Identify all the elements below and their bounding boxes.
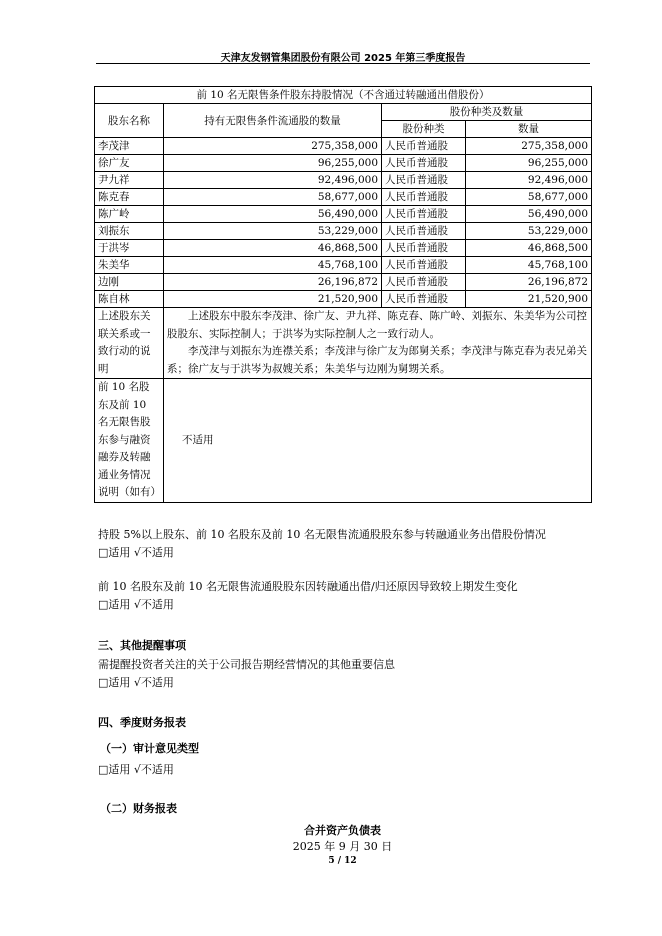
page-number: 5 / 12 — [328, 856, 357, 866]
lending-options: □适用 √不适用 — [98, 546, 174, 559]
other-heading: 三、其他提醒事项 — [98, 639, 186, 652]
balance-sheet-date: 2025 年 9 月 30 日 — [292, 840, 393, 853]
table-row — [95, 240, 592, 257]
holder-name: 陈自林 — [95, 291, 164, 308]
holder-qty: 26,196,872 — [164, 274, 382, 291]
share-amount: 56,490,000 — [466, 206, 592, 223]
share-type: 人民币普通股 — [382, 189, 466, 206]
holder-name: 边刚 — [95, 274, 164, 291]
share-type: 人民币普通股 — [382, 138, 466, 155]
holder-name: 徐广友 — [95, 155, 164, 172]
share-type: 人民币普通股 — [382, 206, 466, 223]
share-type: 人民币普通股 — [382, 155, 466, 172]
other-text: 需提醒投资者关注的关于公司报告期经营情况的其他重要信息 — [98, 658, 395, 671]
share-type: 人民币普通股 — [382, 291, 466, 308]
share-amount: 58,677,000 — [466, 189, 592, 206]
table-row — [95, 138, 592, 155]
holder-qty: 275,358,000 — [164, 138, 382, 155]
share-amount: 96,255,000 — [466, 155, 592, 172]
share-amount: 26,196,872 — [466, 274, 592, 291]
holder-name: 陈广岭 — [95, 206, 164, 223]
holder-name: 刘振东 — [95, 223, 164, 240]
holder-name: 于洪岑 — [95, 240, 164, 257]
holder-qty: 58,677,000 — [164, 189, 382, 206]
change-options: □适用 √不适用 — [98, 598, 174, 611]
table-row — [95, 223, 592, 240]
share-amount: 21,520,900 — [466, 291, 592, 308]
statements-heading: （二）财务报表 — [100, 802, 177, 815]
share-type: 人民币普通股 — [382, 172, 466, 189]
holder-name: 李茂津 — [95, 138, 164, 155]
table-row — [95, 274, 592, 291]
share-type: 人民币普通股 — [382, 240, 466, 257]
share-amount: 45,768,100 — [466, 257, 592, 274]
col-header-name: 股东名称 — [95, 104, 164, 138]
balance-sheet-title: 合并资产负债表 — [304, 824, 381, 837]
page-header: 天津友发钢管集团股份有限公司 2025 年第三季度报告 — [220, 53, 466, 64]
holder-qty: 92,496,000 — [164, 172, 382, 189]
financial-heading: 四、季度财务报表 — [98, 716, 186, 729]
table-row — [95, 155, 592, 172]
share-amount: 53,229,000 — [466, 223, 592, 240]
table-row — [95, 189, 592, 206]
relation-paragraph-1: 上述股东中股东李茂津、徐广友、尹九祥、陈克春、陈广岭、刘振东、朱美华为公司控股股东、实际控制人；于洪岑为实际控制人之一致行动人。 — [167, 310, 587, 340]
holder-qty: 56,490,000 — [164, 206, 382, 223]
share-amount: 46,868,500 — [466, 240, 592, 257]
holder-qty: 45,768,100 — [164, 257, 382, 274]
holder-qty: 96,255,000 — [164, 155, 382, 172]
holder-qty: 21,520,900 — [164, 291, 382, 308]
holder-name: 朱美华 — [95, 257, 164, 274]
other-options: □适用 √不适用 — [98, 676, 174, 689]
table-row — [95, 257, 592, 274]
share-type: 人民币普通股 — [382, 274, 466, 291]
holder-qty: 46,868,500 — [164, 240, 382, 257]
margin-trading-label: 前 10 名股东及前 10 名无限售股东参与融资融券及转融通业务情况说明（如有） — [95, 379, 164, 503]
relation-description — [164, 308, 592, 379]
share-amount: 92,496,000 — [466, 172, 592, 189]
holder-name: 尹九祥 — [95, 172, 164, 189]
col-header-amount: 数量 — [466, 121, 592, 138]
col-header-type: 股份种类 — [382, 121, 466, 138]
table-title: 前 10 名无限售条件股东持股情况（不含通过转融通出借股份） — [95, 87, 592, 104]
col-header-qty: 持有无限售条件流通股的数量 — [164, 104, 382, 138]
holder-qty: 53,229,000 — [164, 223, 382, 240]
change-title: 前 10 名股东及前 10 名无限售流通股股东因转融通出借/归还原因导致较上期发生变化 — [98, 580, 518, 593]
header-divider — [96, 63, 590, 64]
relation-paragraph-2: 李茂津与刘振东为连襟关系；李茂津与徐广友为郎舅关系；李茂津与陈克春为表兄弟关系；徐广友与于洪岑为叔嫂关系；朱美华与边刚为舅甥关系。 — [167, 345, 587, 375]
holder-name: 陈克春 — [95, 189, 164, 206]
col-header-type-group: 股份种类及数量 — [382, 104, 592, 121]
share-type: 人民币普通股 — [382, 223, 466, 240]
lending-title: 持股 5%以上股东、前 10 名股东及前 10 名无限售流通股股东参与转融通业务出借股份情况 — [98, 528, 546, 541]
top10-holders-table — [94, 86, 592, 503]
audit-options: □适用 √不适用 — [98, 763, 174, 776]
audit-heading: （一）审计意见类型 — [100, 742, 199, 755]
margin-trading-value: 不适用 — [164, 379, 592, 503]
table-row — [95, 206, 592, 223]
share-amount: 275,358,000 — [466, 138, 592, 155]
relation-label: 上述股东关联关系或一致行动的说明 — [95, 308, 164, 379]
table-row — [95, 291, 592, 308]
table-row — [95, 172, 592, 189]
share-type: 人民币普通股 — [382, 257, 466, 274]
